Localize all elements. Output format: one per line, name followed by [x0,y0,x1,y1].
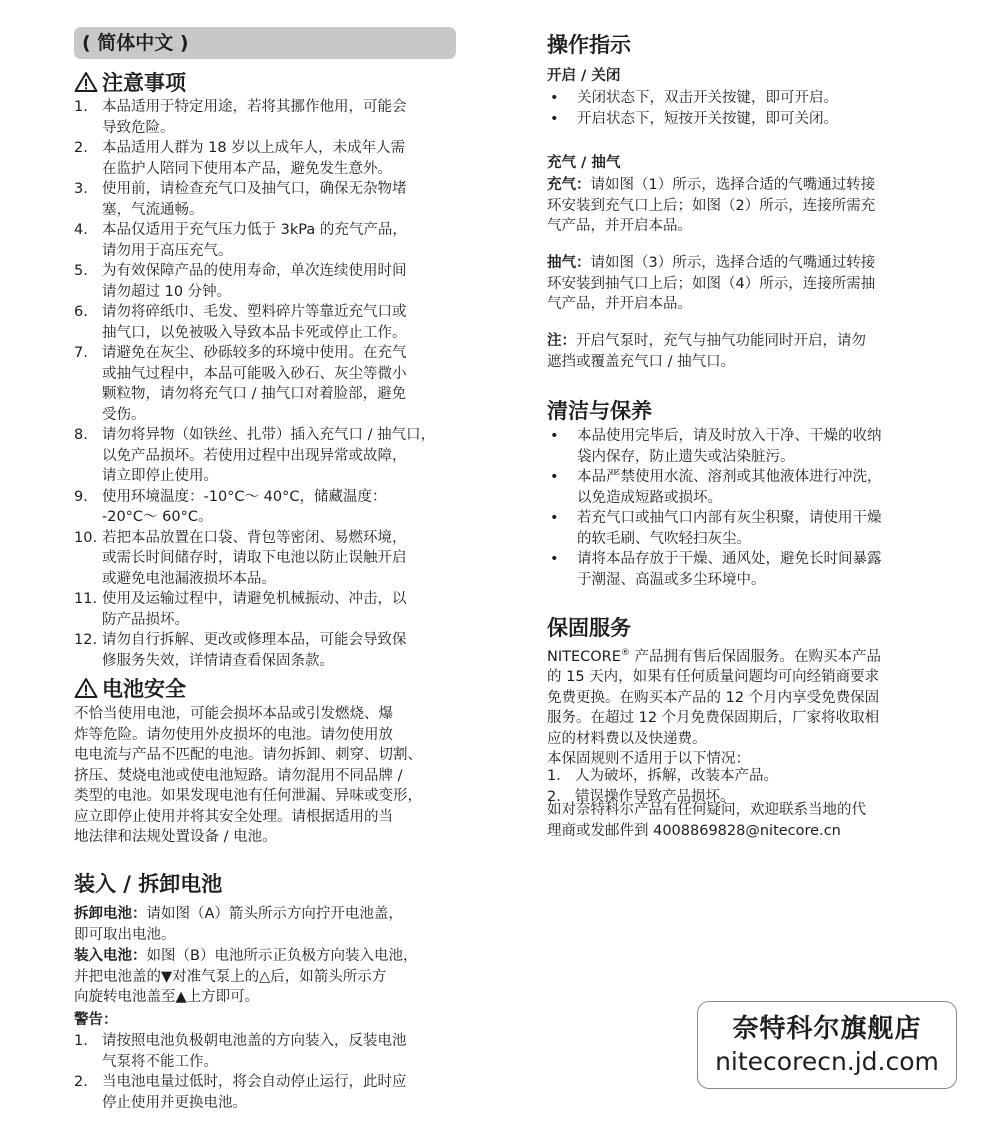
item-text: 请勿将异物（如铁丝、扎带）插入充气口 / 抽气口， [102,427,436,443]
paragraph-line: 环安装到充气口上后；如图（2）所示，连接所需充 [547,197,876,214]
item-text: 防产品损坏。 [102,611,189,628]
operation-title: 操作指示 [547,33,631,57]
item-text: 袋内保存，防止遗失或沾染脏污。 [577,448,795,465]
paragraph-line: 理商或发邮件到 4008869828@nitecore.cn [547,822,841,839]
paragraph-line: 即可取出电池。 [74,926,176,943]
item-text: 使用前，请检查充气口及抽气口，确保无杂物堵 [102,181,407,197]
list-item [74,220,466,261]
paragraph-line: 服务。在超过 12 个月免费保固期后，厂家将收取相 [547,710,880,727]
cautions-title: 注意事项 [102,71,186,95]
paragraph-line: 地法律和法规处置设备 / 电池。 [74,829,277,845]
item-text: 使用及运输过程中，请避免机械振动、冲击，以 [102,591,407,607]
warnings-list [74,1031,466,1113]
item-number: 4. [74,222,88,238]
bullet-icon: • [550,428,559,444]
cautions-heading [74,70,186,96]
paragraph-line: 向旋转电池盖至▲上方即可。 [74,989,260,1005]
list-item [74,528,466,590]
item-text: 或抽气过程中，本品可能吸入砂石、灰尘等微小 [102,365,407,382]
bullet-icon: • [550,90,559,106]
paragraph-line: 不恰当使用电池，可能会损坏本品或引发燃烧、爆 [74,706,393,722]
item-text: 导致危险。 [102,119,175,136]
power-list [547,88,937,129]
list-item [74,425,466,487]
battery-safety-heading [74,676,186,702]
bullet-item [547,88,937,109]
item-text: 关闭状态下，双击开关按键，即可开启。 [577,90,838,106]
item-text: 本品适用于特定用途，若将其挪作他用，可能会 [102,99,407,115]
air-label: 充气 / 抽气 [547,155,621,171]
item-number: 12. [74,632,98,648]
paragraph-line: 类型的电池。如果发现电池有任何泄漏、异味或变形， [74,788,422,804]
item-text: 在监护人陪同下使用本产品，避免发生意外。 [102,160,392,177]
item-text: 本品严禁使用水流、溶剂或其他液体进行冲洗， [577,469,882,485]
battery-install-title: 装入 / 拆卸电池 [74,872,223,896]
paragraph-line: 炸等危险。请勿使用外皮损坏的电池。请勿使用放 [74,726,393,743]
item-text: 本品使用完毕后，请及时放入干净、干燥的收纳 [577,428,882,444]
paragraph-line: 请如图（A）箭头所示方向拧开电池盖， [146,906,403,922]
paragraph-line: 环安装到抽气口上后；如图（4）所示，连接所需抽 [547,275,876,292]
item-number: 3. [74,181,88,197]
list-item [74,179,466,220]
list-item [547,766,939,787]
paragraph-line: 本保固规则不适用于以下情况： [547,751,750,768]
item-text: 以免造成短路或损坏。 [577,489,722,506]
deflate-text [547,253,942,315]
battery-remove-label: 拆卸电池： [74,906,147,922]
item-text: -20°C～ 60°C。 [102,509,213,525]
deflate-label: 抽气： [547,255,591,271]
bullet-item [547,109,937,130]
item-number: 1. [74,1033,88,1049]
item-text: 塞，气流通畅。 [102,201,204,218]
list-item [74,630,466,671]
cleaning-list [547,426,937,590]
item-number: 2. [547,788,561,805]
item-text: 开启状态下，短按开关按键，即可关闭。 [577,110,838,127]
item-text: 请按照电池负极朝电池盖的方向装入，反装电池 [102,1033,407,1049]
warranty-title: 保固服务 [547,616,631,640]
note-text [547,331,942,372]
item-text: 气泵将不能工作。 [102,1053,218,1070]
item-text: 请勿自行拆解、更改或修理本品，可能会导致保 [102,632,407,648]
bullet-item [547,426,937,467]
cautions-list [74,97,466,671]
item-number: 11. [74,591,98,607]
item-number: 7. [74,345,88,361]
brand-name: NITECORE [547,648,621,665]
language-label: ( 简体中文 ) [74,27,456,59]
item-text: 请避免在灰尘、砂砾较多的环境中使用。在充气 [102,345,407,361]
list-item [74,302,466,343]
store-badge [697,1001,957,1089]
bullet-icon: • [550,551,559,567]
paragraph-line: 应的材料费以及快递费。 [547,730,707,747]
list-item [74,138,466,179]
item-text: 若把本品放置在口袋、背包等密闭、易燃环境， [102,529,407,546]
list-item [74,589,466,630]
paragraph-line: 请如图（3）所示，选择合适的气嘴通过转接 [590,255,876,271]
bullet-item [547,467,937,508]
item-text: 受伤。 [102,406,146,423]
store-name: 奈特科尔旗舰店 [732,1014,922,1044]
warranty-text [547,643,942,770]
list-item [74,261,466,302]
item-text: 或需长时间储存时，请取下电池以防止误触开启 [102,550,407,566]
bullet-item [547,549,937,590]
item-text: 抽气口，以免被吸入导致本品卡死或停止工作。 [102,324,407,341]
paragraph-line: 产品拥有售后保固服务。在购买本产品 [629,648,882,665]
paragraph-line: 开启气泵时，充气与抽气功能同时开启，请勿 [576,333,866,349]
item-number: 9. [74,488,88,505]
item-text: 请勿将碎纸巾、毛发、塑料碎片等靠近充气口或 [102,304,407,320]
item-text: 当电池电量过低时，将会自动停止运行，此时应 [102,1074,407,1090]
item-text: 于潮湿、高温或多尘环境中。 [577,571,766,588]
paragraph-line: 电电流与产品不匹配的电池。请勿拆卸、刺穿、切割、 [74,747,422,763]
item-number: 5. [74,263,88,279]
item-text: 请勿用于高压充气。 [102,242,233,259]
paragraph-line: 气产品，并开启本品。 [547,218,692,234]
item-number: 8. [74,427,88,443]
warning-icon [74,677,98,699]
warning-icon [74,71,98,93]
battery-install-label: 装入电池： [74,948,147,964]
item-text: 请将本品存放于干燥、通风处，避免长时间暴露 [577,551,882,567]
bullet-icon: • [550,510,559,526]
paragraph-line: 如图（B）电池所示正负极方向装入电池， [146,948,418,964]
power-label: 开启 / 关闭 [547,68,621,84]
paragraph-line: 遮挡或覆盖充气口 / 抽气口。 [547,353,736,370]
item-text: 本品仅适用于充气压力低于 3kPa 的充气产品， [102,222,407,238]
contact-text [547,800,942,841]
item-number: 1. [74,99,88,115]
list-item [74,1031,466,1072]
bullet-icon: • [550,110,559,127]
list-item [74,1072,466,1113]
item-text: 人为破坏，拆解，改装本产品。 [575,768,778,784]
paragraph-line: 如对奈特科尔产品有任何疑问，欢迎联系当地的代 [547,802,866,818]
list-item [74,97,466,138]
battery-install-text [74,946,474,1008]
warning-label: 警告： [74,1012,118,1028]
paragraph-line: 免费更换。在购买本产品的 12 个月内享受免费保固 [547,689,880,706]
inflate-label: 充气： [547,177,591,193]
item-number: 10. [74,529,98,546]
paragraph-line: 气产品，并开启本品。 [547,296,692,312]
store-url[interactable]: nitecorecn.jd.com [715,1047,939,1076]
paragraph-line: 并把电池盖的▼对准气泵上的△后，如箭头所示方 [74,968,387,985]
item-text: 错误操作导致产品损坏。 [575,788,735,805]
battery-safety-text [74,704,474,848]
bullet-item [547,508,937,549]
item-number: 1. [547,768,561,784]
bullet-icon: • [550,469,559,485]
item-text: 使用环境温度：-10°C～ 40°C，储藏温度： [102,488,387,505]
item-number: 2. [74,1074,88,1090]
paragraph-line: 挤压、焚烧电池或使电池短路。请勿混用不同品牌 / [74,767,403,784]
item-text: 若充气口或抽气口内部有灰尘积聚，请使用干燥 [577,510,882,526]
item-text: 的软毛刷、气吹轻扫灰尘。 [577,530,751,547]
cleaning-title: 清洁与保养 [547,399,652,423]
item-text: 或避免电池漏液损坏本品。 [102,570,276,587]
item-text: 本品适用人群为 18 岁以上成年人，未成年人需 [102,140,406,156]
item-number: 6. [74,304,88,320]
note-label: 注： [547,333,576,349]
battery-remove-text [74,904,474,945]
item-text: 请勿超过 10 分钟。 [102,283,232,300]
item-text: 请立即停止使用。 [102,468,218,484]
item-text: 为有效保障产品的使用寿命，单次连续使用时间 [102,263,407,279]
list-item [74,343,466,425]
item-text: 修服务失效，详情请查看保固条款。 [102,652,334,669]
item-text: 颗粒物，请勿将充气口 / 抽气口对着脸部，避免 [102,386,407,402]
paragraph-line: 应立即停止使用并将其安全处理。请根据适用的当 [74,808,393,825]
paragraph-line: 请如图（1）所示，选择合适的气嘴通过转接 [590,177,876,193]
battery-safety-title: 电池安全 [102,677,186,701]
registered-mark: ® [620,648,630,658]
item-text: 以免产品损坏。若使用过程中出现异常或故障， [102,447,407,464]
inflate-text [547,175,942,237]
item-text: 停止使用并更换电池。 [102,1094,247,1111]
item-number: 2. [74,140,88,156]
list-item [74,487,466,528]
paragraph-line: 的 15 天内，如果有任何质量问题均可向经销商要求 [547,669,880,686]
